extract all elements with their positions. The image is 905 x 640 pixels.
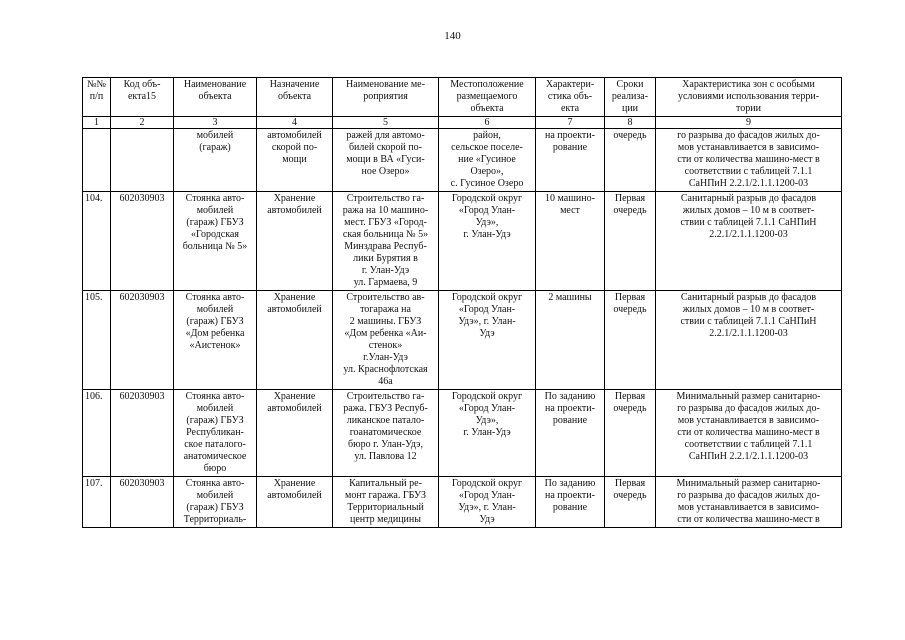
zone-characteristic: Минимальный размер санитарно- го разрыва до фасадов жилых до- мов устанавливается в зависимо- сти от количества машино-мест в соответствии с таблицей 7.1.1 СаНПиН 2.2.1/2.1.1.1200-03 <box>656 390 842 477</box>
implementation-term: Первая очередь <box>605 390 656 477</box>
row-number: 107. <box>83 477 111 528</box>
column-number: 5 <box>333 117 439 129</box>
object-purpose: Хранение автомобилей <box>257 390 333 477</box>
column-number: 2 <box>111 117 174 129</box>
zone-characteristic: Санитарный разрыв до фасадов жилых домов – 10 м в соответ- ствии с таблицей 7.1.1 СаНПиН 2.2.1/2.1.1.1200-03 <box>656 291 842 390</box>
object-code: 602030903 <box>111 477 174 528</box>
header-event: Наименование ме- роприятия <box>333 78 439 117</box>
object-purpose: автомобилей скорой по- мощи <box>257 129 333 192</box>
object-name: Стоянка авто- мобилей (гараж) ГБУЗ «Городская больница № 5» <box>174 192 257 291</box>
implementation-term: Первая очередь <box>605 477 656 528</box>
column-number: 8 <box>605 117 656 129</box>
object-characteristic: По заданию на проекти- рование <box>536 477 605 528</box>
zone-characteristic: го разрыва до фасадов жилых до- мов устанавливается в зависимо- сти от количества машино-мест в соответствии с таблицей 7.1.1 СаНПиН 2.2.1/2.1.1.1200-03 <box>656 129 842 192</box>
event-name: Капитальный ре- монт гаража. ГБУЗ Территориальный центр медицины <box>333 477 439 528</box>
row-number: 104. <box>83 192 111 291</box>
object-location: район, сельское поселе- ние «Гусиное Озеро», с. Гусиное Озеро <box>439 129 536 192</box>
implementation-term: Первая очередь <box>605 291 656 390</box>
header-name: Наименование объекта <box>174 78 257 117</box>
zone-characteristic: Минимальный размер санитарно- го разрыва до фасадов жилых до- мов устанавливается в зависимо- сти от количества машино-мест в <box>656 477 842 528</box>
implementation-term: Первая очередь <box>605 192 656 291</box>
zone-characteristic: Санитарный разрыв до фасадов жилых домов – 10 м в соответ- ствии с таблицей 7.1.1 СаНПиН 2.2.1/2.1.1.1200-03 <box>656 192 842 291</box>
column-number: 9 <box>656 117 842 129</box>
page-number: 140 <box>444 30 461 42</box>
header-row <box>83 78 842 117</box>
header-characteristic: Характери- стика объ- екта <box>536 78 605 117</box>
column-number: 1 <box>83 117 111 129</box>
object-characteristic: 2 машины <box>536 291 605 390</box>
object-location: Городской округ «Город Улан- Удэ», г. Улан- Удэ <box>439 477 536 528</box>
table-row <box>83 477 842 528</box>
object-purpose: Хранение автомобилей <box>257 192 333 291</box>
implementation-term: очередь <box>605 129 656 192</box>
object-name: Стоянка авто- мобилей (гараж) ГБУЗ Республикан- ское паталого- анатомическое бюро <box>174 390 257 477</box>
header-zones: Характеристика зон с особыми условиями использования терри- тории <box>656 78 842 117</box>
object-location: Городской округ «Город Улан- Удэ», г. Улан-Удэ <box>439 192 536 291</box>
row-number: 105. <box>83 291 111 390</box>
object-location: Городской округ «Город Улан- Удэ», г. Улан- Удэ <box>439 291 536 390</box>
column-number: 3 <box>174 117 257 129</box>
table-row <box>83 192 842 291</box>
object-code: 602030903 <box>111 192 174 291</box>
objects-table <box>82 77 842 528</box>
object-name: Стоянка авто- мобилей (гараж) ГБУЗ «Дом ребенка «Аистенок» <box>174 291 257 390</box>
event-name: ражей для автомо- билей скорой по- мощи в ВА «Гуси- ное Озеро» <box>333 129 439 192</box>
object-characteristic: По заданию на проекти- рование <box>536 390 605 477</box>
table-row <box>83 291 842 390</box>
event-name: Строительство га- ража на 10 машино- мест. ГБУЗ «Город- ская больница № 5» Минздрава Респуб- лики Бурятия в г. Улан-Удэ ул. Гармаева, 9 <box>333 192 439 291</box>
column-number: 6 <box>439 117 536 129</box>
object-code: 602030903 <box>111 390 174 477</box>
event-name: Строительство га- ража. ГБУЗ Респуб- ликанское патало- гоанатомическое бюро г. Улан-Удэ, ул. Павлова 12 <box>333 390 439 477</box>
object-code <box>111 129 174 192</box>
header-term: Сроки реализа- ции <box>605 78 656 117</box>
column-number: 7 <box>536 117 605 129</box>
row-number: 106. <box>83 390 111 477</box>
column-number: 4 <box>257 117 333 129</box>
header-no: №№ п/п <box>83 78 111 117</box>
object-purpose: Хранение автомобилей <box>257 477 333 528</box>
header-code <box>111 78 174 117</box>
object-code: 602030903 <box>111 291 174 390</box>
event-name: Строительство ав- тогаража на 2 машины. ГБУЗ «Дом ребенка «Аи- стенок» г.Улан-Удэ ул. Краснофлотская 46а <box>333 291 439 390</box>
table-row <box>83 390 842 477</box>
header-code-label: Код объ- екта15 <box>123 79 161 102</box>
table-row <box>83 129 842 192</box>
object-name: Стоянка авто- мобилей (гараж) ГБУЗ Территориаль- <box>174 477 257 528</box>
object-name: мобилей (гараж) <box>174 129 257 192</box>
column-number-row <box>83 117 842 129</box>
object-characteristic: на проекти- рование <box>536 129 605 192</box>
object-purpose: Хранение автомобилей <box>257 291 333 390</box>
header-purpose: Назначение объекта <box>257 78 333 117</box>
header-location: Местоположение размещаемого объекта <box>439 78 536 117</box>
row-number <box>83 129 111 192</box>
object-location: Городской округ «Город Улан- Удэ», г. Улан-Удэ <box>439 390 536 477</box>
object-characteristic: 10 машино- мест <box>536 192 605 291</box>
